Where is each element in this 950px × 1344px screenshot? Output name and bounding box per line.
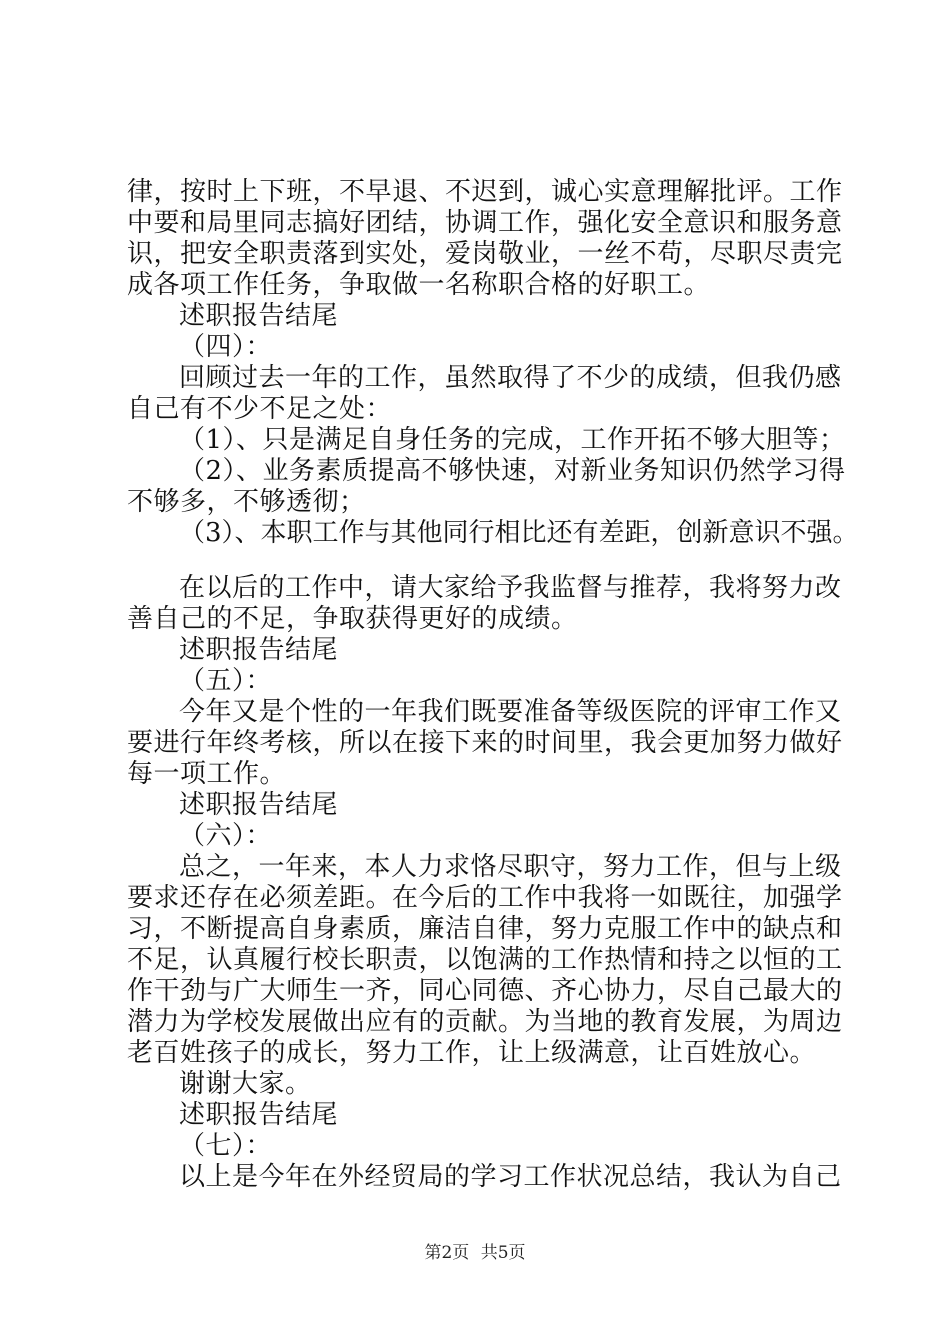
section-number: （四）：: [179, 332, 273, 362]
body-text-line: 在以后的工作中，请大家给予我监督与推荐，我将努力改: [179, 573, 842, 603]
section-heading: 述职报告结尾: [179, 301, 339, 331]
body-text-line: 作干劲与广大师生一齐，同心同德、齐心协力，尽自己最大的: [127, 976, 843, 1006]
body-text-line: 成各项工作任务，争取做一名称职合格的好职工。: [127, 270, 711, 300]
list-item: （2）、业务素质提高不够快速，对新业务知识仍然学习得: [179, 456, 846, 486]
body-text-line: 潜力为学校发展做出应有的贡献。为当地的教育发展，为周边: [127, 1007, 843, 1037]
section-number: （六）：: [179, 821, 273, 851]
body-text-line: 今年又是个性的一年我们既要准备等级医院的评审工作又: [179, 697, 842, 727]
section-heading: 述职报告结尾: [179, 790, 339, 820]
body-text-line: 老百姓孩子的成长，努力工作，让上级满意，让百姓放心。: [127, 1038, 817, 1068]
list-item: （3）、本职工作与其他同行相比还有差距，创新意识不强。: [179, 518, 859, 548]
body-text-line: 善自己的不足，争取获得更好的成绩。: [127, 604, 578, 634]
section-heading: 述职报告结尾: [179, 635, 339, 665]
section-number: （五）：: [179, 666, 273, 696]
body-text-line: 不够多，不够透彻；: [127, 487, 366, 517]
body-text-line: 要求还存在必须差距。在今后的工作中我将一如既往，加强学: [127, 883, 843, 913]
body-text-line: 回顾过去一年的工作，虽然取得了不少的成绩，但我仍感: [179, 363, 842, 393]
body-text-line: 每一项工作。: [127, 759, 287, 789]
body-text-line: 习，不断提高自身素质，廉洁自律，努力克服工作中的缺点和: [127, 914, 843, 944]
page-footer: [0, 1242, 950, 1264]
body-text-line: 以上是今年在外经贸局的学习工作状况总结，我认为自己: [179, 1162, 842, 1192]
body-text-line: 谢谢大家。: [179, 1069, 312, 1099]
page-total: 共5页: [480, 1243, 526, 1263]
section-heading: 述职报告结尾: [179, 1100, 339, 1130]
page-number: 第2页: [424, 1243, 470, 1263]
list-item: （1）、只是满足自身任务的完成，工作开拓不够大胆等；: [179, 425, 846, 455]
body-text-line: 不足，认真履行校长职责，以饱满的工作热情和持之以恒的工: [127, 945, 843, 975]
body-text-line: 中要和局里同志搞好团结，协调工作，强化安全意识和服务意: [127, 208, 843, 238]
body-text-line: 识，把安全职责落到实处，爱岗敬业，一丝不苟，尽职尽责完: [127, 239, 843, 269]
body-text-line: 总之，一年来，本人力求恪尽职守，努力工作，但与上级: [179, 852, 842, 882]
body-text-line: 律，按时上下班，不早退、不迟到，诚心实意理解批评。工作: [127, 177, 843, 207]
body-text-line: 自己有不少不足之处：: [127, 394, 393, 424]
body-text-line: 要进行年终考核，所以在接下来的时间里，我会更加努力做好: [127, 728, 843, 758]
section-number: （七）：: [179, 1131, 273, 1161]
